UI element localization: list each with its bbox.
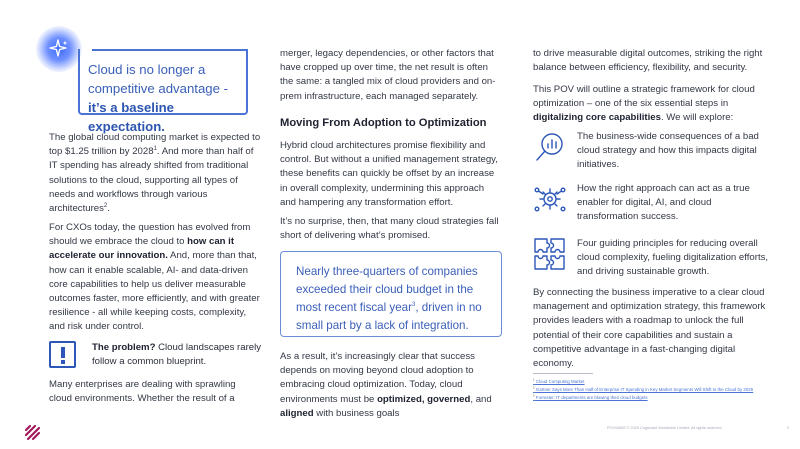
explore-item: Four guiding principles for reducing overall cloud complexity, fueling digitalization efforts, and driving sustainable growth.: [533, 237, 771, 281]
copyright-notice: POV/IAWS © 2025 Cognizant Worldwide Limited. All rights reserved.: [607, 426, 723, 430]
footnote-link[interactable]: $^1$ Cloud Computing Market: [533, 377, 585, 384]
footnote-divider: [533, 373, 593, 374]
page-number: 2: [787, 426, 790, 430]
explore-item: How the right approach can act as a true enabler for digital, AI, and cloud transformation success.: [533, 182, 771, 226]
framework-paragraph: By connecting the business imperative to a clear cloud management and optimization strategy, this framework provides leaders with a roadmap to unlock the full potential of their core capabilities and sustain a competitive advantage in a fast-changing digital economy.: [533, 287, 766, 370]
brand-logo-icon: [24, 424, 41, 441]
optimization-paragraph: As a result, it’s increasingly clear that success depends on moving beyond cloud adoption to embracing cloud optimization. Today, cloud environments must be optimized, governed, and aligned with business goals: [280, 351, 492, 419]
footnote-link[interactable]: $^2$ Gartner Says More Than Half of Enterprise IT Spending in Key Market Segments Will Shift to the Cloud by 2025: [533, 385, 754, 392]
cxo-paragraph: For CXOs today, the question has evolved from should we embrace the cloud to how can it accelerate our innovation. And, more than that, how can it enable scalable, AI- and data-driven core capabilities to help us deliver measurable outcomes faster, more efficiently, and with greater resilience - all while keeping costs, complexity, and risk under control.: [49, 222, 260, 333]
footnote-link[interactable]: $^3$ Forrester: IT departments are blowing their cloud budgets: [533, 393, 648, 400]
explore-item: The business-wide consequences of a bad cloud strategy and how this impacts digital initiatives.: [533, 130, 771, 174]
sparkle-icon: [36, 26, 82, 72]
pov-paragraph: This POV will outline a strategic framework for cloud optimization – one of the six essential steps in digitalizing core capabilities. We will explore:: [533, 84, 755, 124]
merger-paragraph: merger, legacy dependencies, or other factors that have cropped up over time, the net result is often the same: a tangled mix of cloud providers and on-prem infrastructure, each managed separately.: [280, 48, 496, 102]
exclamation-icon: [49, 341, 76, 368]
sprawl-paragraph: Many enterprises are dealing with sprawling cloud environments. Whether the result of a: [49, 379, 236, 405]
callout-text: Cloud is no longer a competitive advantage - it’s a baseline expectation.: [88, 62, 229, 134]
footnotes: [533, 378, 783, 402]
gear-network-icon: [533, 182, 567, 216]
problem-statement: The problem? Cloud landscapes rarely follow a common blueprint.: [92, 342, 262, 368]
puzzle-pieces-icon: [533, 237, 567, 271]
outcomes-paragraph: to drive measurable digital outcomes, striking the right balance between efficiency, flexibility, and security.: [533, 48, 763, 74]
shortfall-paragraph: It’s no surprise, then, that many cloud strategies fall short of delivering what’s promised.: [280, 216, 499, 242]
magnifier-chart-icon: [533, 130, 567, 164]
statistic-callout-text: Nearly three-quarters of companies exceeded their cloud budget in the most recent fiscal year$^3$, driven in no small part by a lack of integration.: [296, 265, 482, 332]
section-heading: Moving From Adoption to Optimization: [280, 117, 487, 129]
hybrid-paragraph: Hybrid cloud architectures promise flexibility and control. But without a unified management strategy, these benefits can quickly be offset by an increase in overall complexity, undermining this approach and hampering any transformation effort.: [280, 140, 498, 208]
intro-paragraph: The global cloud computing market is expected to top $1.25 trillion by 2028$^1$. And more than half of IT spending has already shifted from traditional solutions to the cloud, supporting all types of needs and workflows through various architectures$^2$.: [49, 132, 261, 215]
